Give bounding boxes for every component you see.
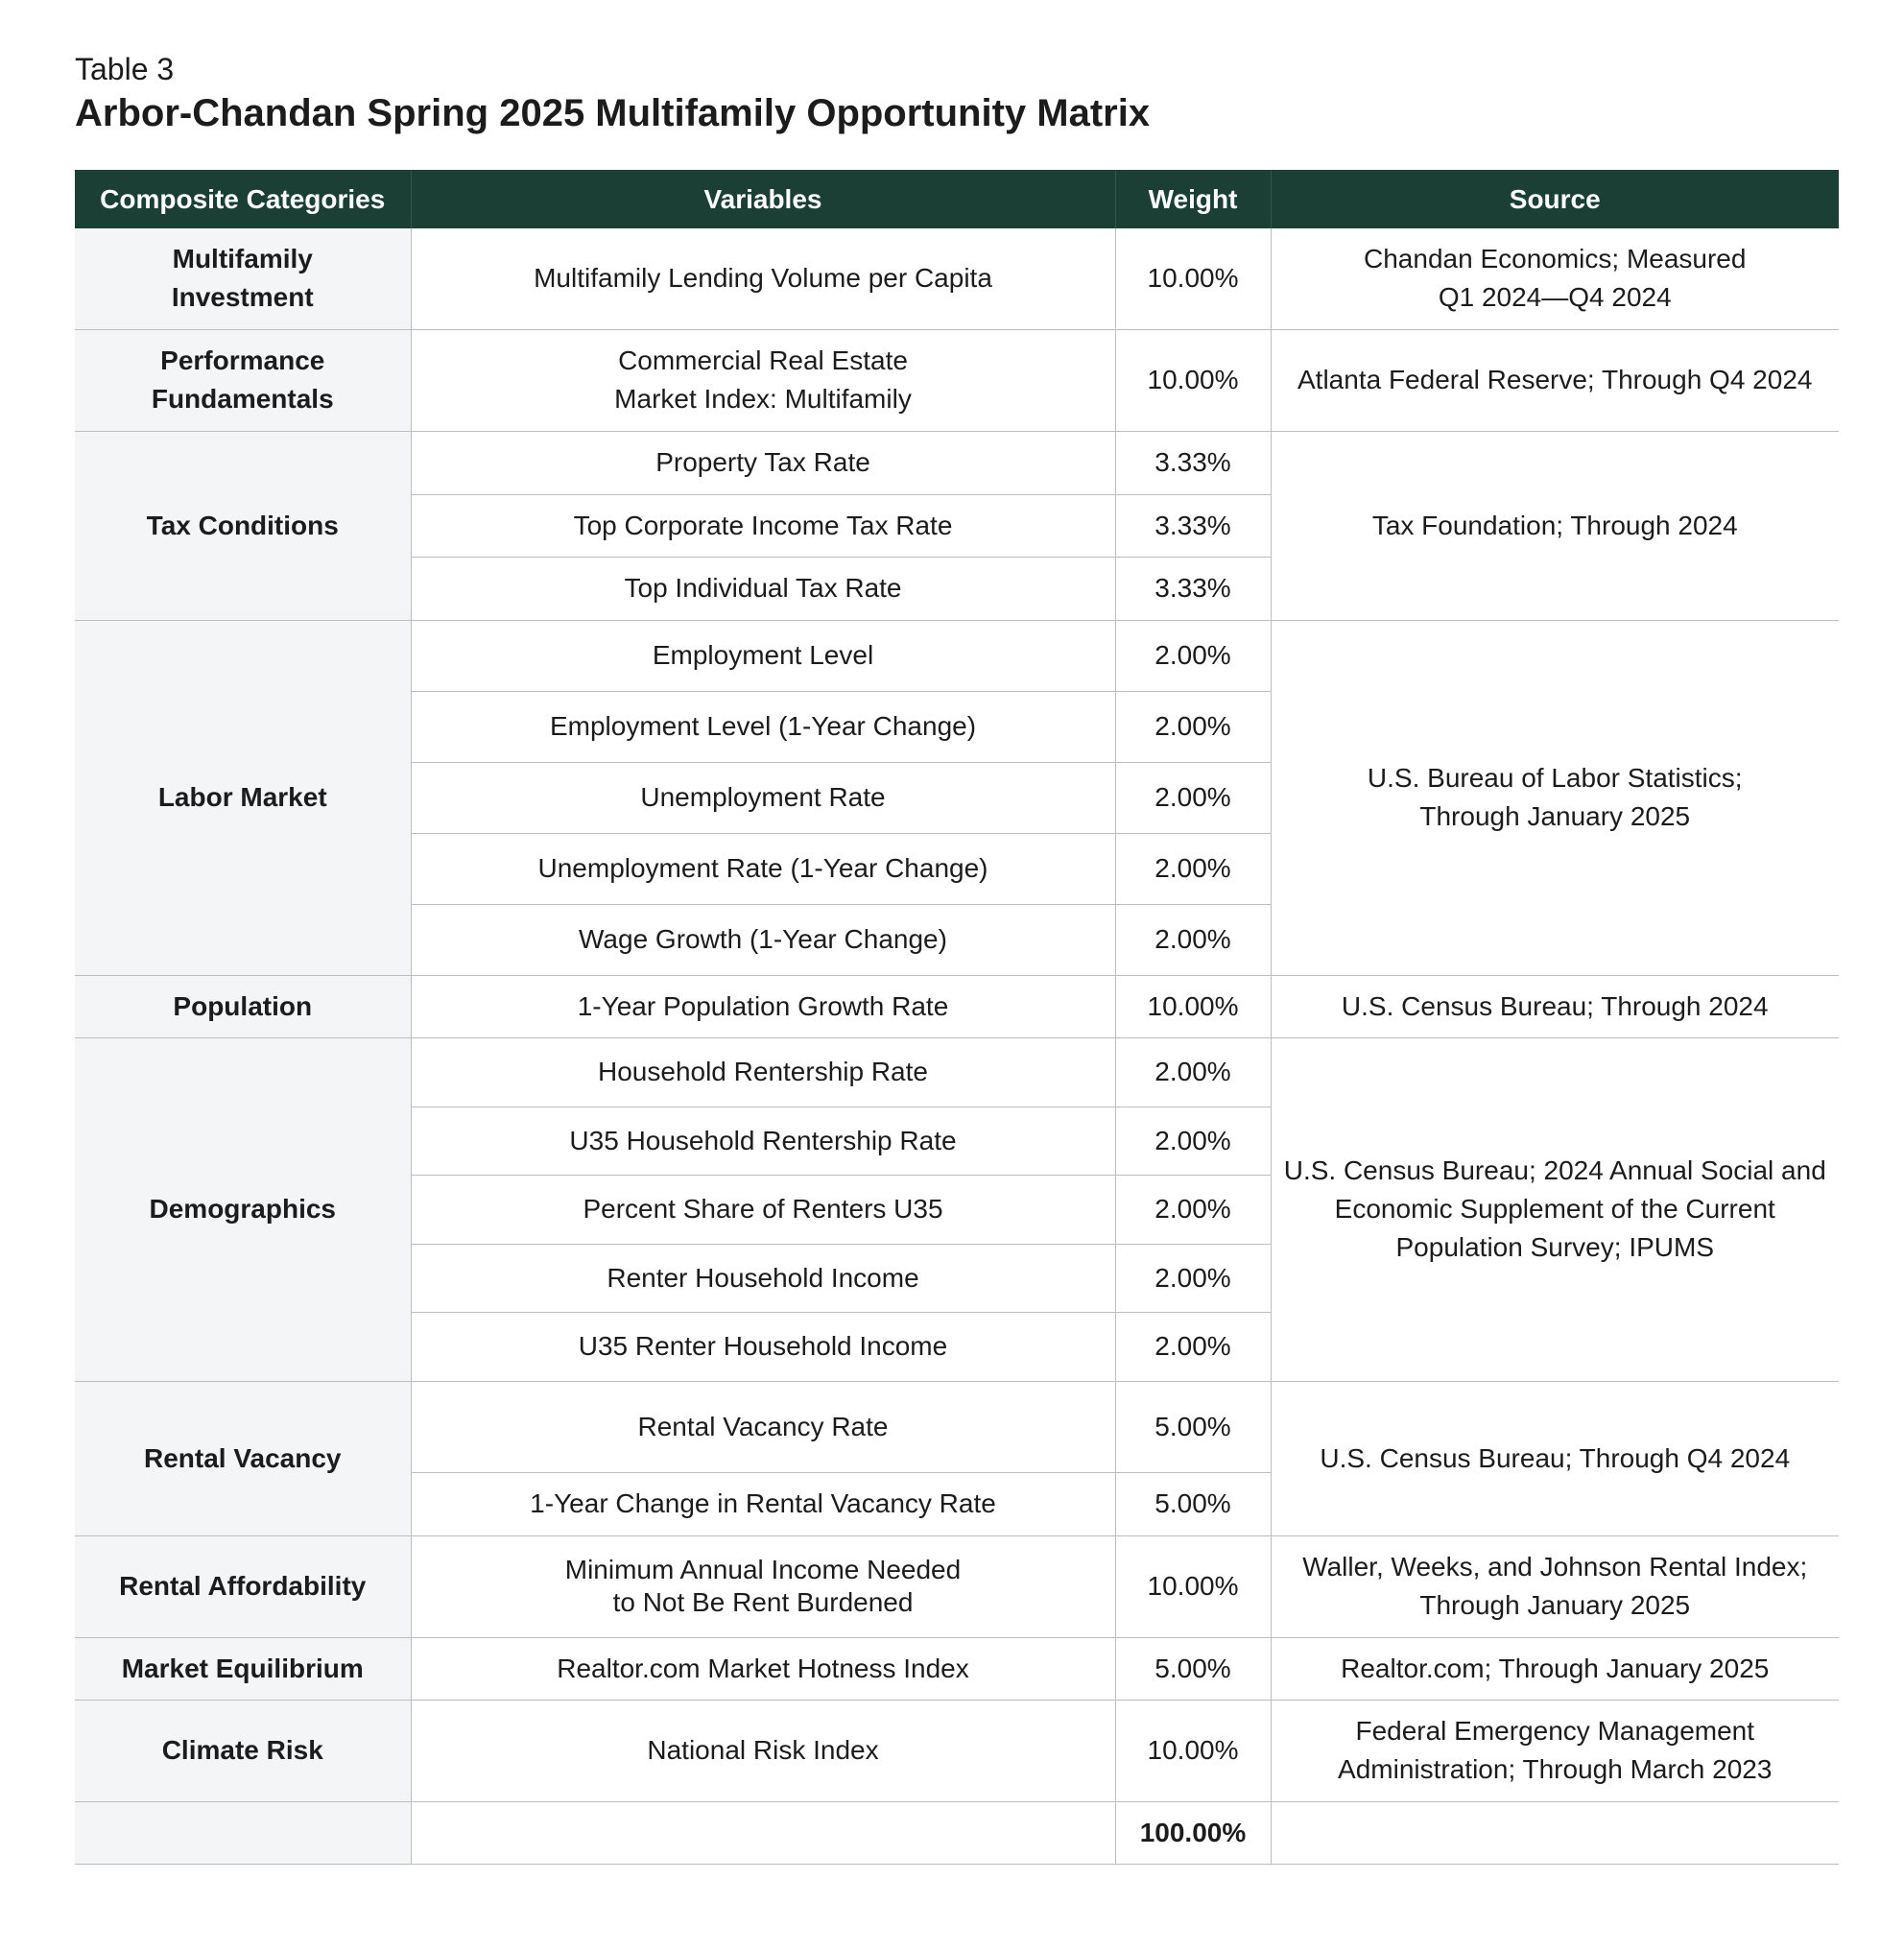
- source-cell: U.S. Bureau of Labor Statistics; Through January 2025: [1271, 620, 1839, 975]
- variable-cell: 1-Year Change in Rental Vacancy Rate: [411, 1472, 1115, 1535]
- weight-cell: 5.00%: [1115, 1381, 1271, 1472]
- category-cell: Tax Conditions: [75, 431, 411, 620]
- header-weight: Weight: [1115, 170, 1271, 228]
- table-row: [75, 620, 1839, 691]
- variable-cell: Multifamily Lending Volume per Capita: [411, 228, 1115, 329]
- weight-cell: 3.33%: [1115, 431, 1271, 494]
- source-cell: Waller, Weeks, and Johnson Rental Index; Through January 2025: [1271, 1535, 1839, 1637]
- source-cell: Realtor.com; Through January 2025: [1271, 1637, 1839, 1700]
- total-variable-cell: [411, 1801, 1115, 1864]
- source-cell: U.S. Census Bureau; Through Q4 2024: [1271, 1381, 1839, 1535]
- source-cell: U.S. Census Bureau; Through 2024: [1271, 975, 1839, 1037]
- category-cell: Rental Affordability: [75, 1535, 411, 1637]
- variable-cell: Unemployment Rate (1-Year Change): [411, 833, 1115, 904]
- weight-cell: 2.00%: [1115, 762, 1271, 833]
- category-cell: Market Equilibrium: [75, 1637, 411, 1700]
- variable-cell: National Risk Index: [411, 1700, 1115, 1801]
- weight-cell: 2.00%: [1115, 1244, 1271, 1312]
- total-row: [75, 1801, 1839, 1864]
- variable-cell: U35 Household Rentership Rate: [411, 1106, 1115, 1175]
- variable-cell: Renter Household Income: [411, 1244, 1115, 1312]
- weight-cell: 2.00%: [1115, 620, 1271, 691]
- total-weight: 100.00%: [1115, 1801, 1271, 1864]
- table-caption: Table 3: [75, 52, 175, 86]
- variable-cell: Rental Vacancy Rate: [411, 1381, 1115, 1472]
- variable-cell: Top Individual Tax Rate: [411, 557, 1115, 620]
- weight-cell: 2.00%: [1115, 904, 1271, 975]
- source-cell: Chandan Economics; Measured Q1 2024—Q4 2024: [1271, 228, 1839, 329]
- total-source-cell: [1271, 1801, 1839, 1864]
- source-cell: Atlanta Federal Reserve; Through Q4 2024: [1271, 329, 1839, 431]
- header-source: Source: [1271, 170, 1839, 228]
- weight-cell: 2.00%: [1115, 1312, 1271, 1381]
- variable-cell: Household Rentership Rate: [411, 1037, 1115, 1106]
- weight-cell: 3.33%: [1115, 494, 1271, 557]
- weight-cell: 2.00%: [1115, 1175, 1271, 1244]
- header-category: Composite Categories: [75, 170, 411, 228]
- document: [75, 50, 1839, 1865]
- opportunity-matrix-table: [75, 170, 1839, 1865]
- table-row: [75, 1037, 1839, 1106]
- variable-cell: Property Tax Rate: [411, 431, 1115, 494]
- variable-cell: Minimum Annual Income Needed to Not Be Rent Burdened: [411, 1535, 1115, 1637]
- category-cell: Population: [75, 975, 411, 1037]
- weight-cell: 10.00%: [1115, 1535, 1271, 1637]
- category-cell: Climate Risk: [75, 1700, 411, 1801]
- variable-cell: Wage Growth (1-Year Change): [411, 904, 1115, 975]
- variable-cell: Unemployment Rate: [411, 762, 1115, 833]
- variable-cell: Percent Share of Renters U35: [411, 1175, 1115, 1244]
- variable-cell: Top Corporate Income Tax Rate: [411, 494, 1115, 557]
- source-cell: U.S. Census Bureau; 2024 Annual Social and Economic Supplement of the Current Population Survey; IPUMS: [1271, 1037, 1839, 1381]
- weight-cell: 10.00%: [1115, 1700, 1271, 1801]
- weight-cell: 2.00%: [1115, 691, 1271, 762]
- table-row: [75, 228, 1839, 329]
- table-row: [75, 1637, 1839, 1700]
- table-row: [75, 1700, 1839, 1801]
- category-cell: Performance Fundamentals: [75, 329, 411, 431]
- weight-cell: 5.00%: [1115, 1637, 1271, 1700]
- weight-cell: 10.00%: [1115, 228, 1271, 329]
- table-row: [75, 431, 1839, 494]
- weight-cell: 5.00%: [1115, 1472, 1271, 1535]
- source-cell: Tax Foundation; Through 2024: [1271, 431, 1839, 620]
- weight-cell: 10.00%: [1115, 329, 1271, 431]
- table-row: [75, 329, 1839, 431]
- table-row: [75, 1535, 1839, 1637]
- variable-cell: 1-Year Population Growth Rate: [411, 975, 1115, 1037]
- variable-cell: Employment Level: [411, 620, 1115, 691]
- weight-cell: 2.00%: [1115, 833, 1271, 904]
- category-cell: Rental Vacancy: [75, 1381, 411, 1535]
- weight-cell: 2.00%: [1115, 1037, 1271, 1106]
- header-variables: Variables: [411, 170, 1115, 228]
- source-cell: Federal Emergency Management Administration; Through March 2023: [1271, 1700, 1839, 1801]
- weight-cell: 3.33%: [1115, 557, 1271, 620]
- variable-cell: U35 Renter Household Income: [411, 1312, 1115, 1381]
- weight-cell: 2.00%: [1115, 1106, 1271, 1175]
- variable-cell: Commercial Real Estate Market Index: Multifamily: [411, 329, 1115, 431]
- table-row: [75, 975, 1839, 1037]
- variable-cell: Employment Level (1-Year Change): [411, 691, 1115, 762]
- total-category-cell: [75, 1801, 411, 1864]
- table-row: [75, 1381, 1839, 1472]
- category-cell: Labor Market: [75, 620, 411, 975]
- category-cell: Demographics: [75, 1037, 411, 1381]
- header-row: [75, 170, 1839, 228]
- table-title: Arbor-Chandan Spring 2025 Multifamily Opportunity Matrix: [75, 92, 1151, 134]
- category-cell: Multifamily Investment: [75, 228, 411, 329]
- variable-cell: Realtor.com Market Hotness Index: [411, 1637, 1115, 1700]
- weight-cell: 10.00%: [1115, 975, 1271, 1037]
